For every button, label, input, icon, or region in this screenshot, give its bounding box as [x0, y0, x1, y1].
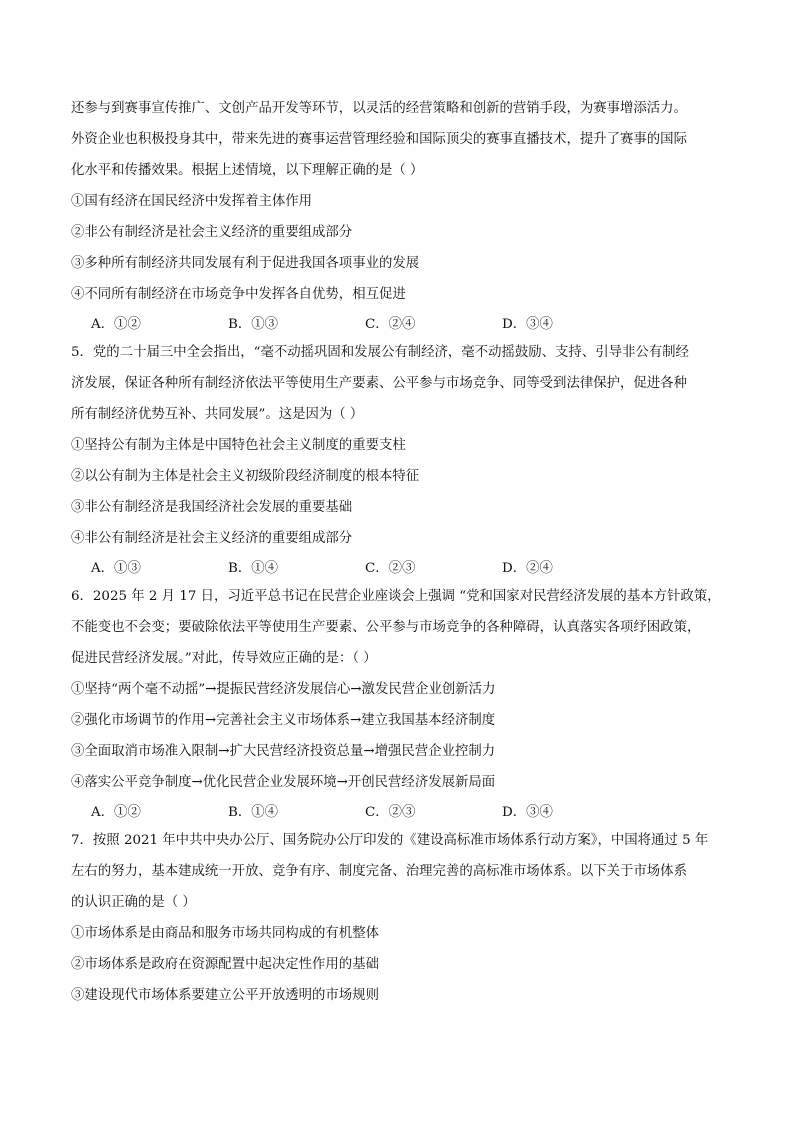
question-6-stem-line-3: 促进民营经济发展。”对此，传导效应正确的是：（ ）: [71, 651, 377, 666]
question-5-stem-line-3: 所有制经济优势互补、共同发展”。这是因为（ ）: [71, 407, 364, 422]
question-4-choice-b: B．①③: [228, 317, 279, 332]
question-4-choices: [71, 314, 723, 335]
question-6-choice-c: C．②③: [365, 805, 416, 820]
question-6-choice-b: B．①④: [228, 805, 279, 820]
question-7-stem-line-3: 的认识正确的是（ ）: [71, 895, 196, 910]
question-7: [71, 830, 723, 1006]
question-4-choice-c: C．②④: [365, 317, 416, 332]
question-5-choice-d: D．②④: [502, 561, 553, 576]
question-4-option-4: ④不同所有制经济在市场竞争中发挥各自优势，相互促进: [71, 287, 406, 302]
question-4-choice-a: A．①②: [91, 317, 141, 332]
question-5-option-2: ②以公有制为主体是社会主义初级阶段经济制度的根本特征: [71, 469, 420, 484]
question-5-option-3: ③非公有制经济是我国经济社会发展的重要基础: [71, 500, 353, 515]
question-5-choice-b: B．①④: [228, 561, 279, 576]
exam-page: [71, 98, 723, 1006]
question-4-stem-line-1: 还参与到赛事宣传推广、文创产品开发等环节，以灵活的经营策略和创新的营销手段，为赛事增添活力。: [71, 101, 687, 116]
question-7-option-1: ①市场体系是由商品和服务市场共同构成的有机整体: [71, 926, 379, 941]
question-6-choices: [71, 802, 723, 823]
question-4-choice-d: D．③④: [502, 317, 553, 332]
question-7-option-3: ③建设现代市场体系要建立公平开放透明的市场规则: [71, 988, 379, 1003]
question-6-choice-a: A．①②: [91, 805, 141, 820]
question-6-option-3: ③全面取消市场准入限制→扩大民营经济投资总量→增强民营企业控制力: [71, 744, 496, 759]
question-6: [71, 586, 723, 823]
question-4-stem-line-2: 外资企业也积极投身其中，带来先进的赛事运营管理经验和国际顶尖的赛事直播技术，提升了赛事的国际: [71, 132, 687, 147]
question-6-option-4: ④落实公平竞争制度→优化民营企业发展环境→开创民营经济发展新局面: [71, 775, 496, 790]
question-4: [71, 98, 723, 335]
question-7-option-2: ②市场体系是政府在资源配置中起决定性作用的基础: [71, 957, 379, 972]
question-6-choice-d: D．③④: [502, 805, 553, 820]
question-5-option-1: ①坚持公有制为主体是中国特色社会主义制度的重要支柱: [71, 438, 406, 453]
question-5-choice-a: A．①③: [91, 561, 141, 576]
question-6-stem-line-1: 6．2025 年 2 月 17 日，习近平总书记在民营企业座谈会上强调 “党和国家对民营经济发展的基本方针政策，: [71, 589, 721, 604]
question-4-stem-line-3: 化水平和传播效果。根据上述情境，以下理解正确的是（ ）: [71, 163, 424, 178]
question-5: [71, 342, 723, 579]
question-4-option-3: ③多种所有制经济共同发展有利于促进我国各项事业的发展: [71, 256, 420, 271]
question-6-option-1: ①坚持“两个毫不动摇”→提振民营经济发展信心→激发民营企业创新活力: [71, 682, 496, 697]
question-5-stem-line-2: 济发展，保证各种所有制经济依法平等使用生产要素、公平参与市场竞争、同等受到法律保护，促进各种: [71, 376, 687, 391]
question-5-choices: [71, 558, 723, 579]
question-6-stem-line-2: 不能变也不会变；要破除依法平等使用生产要素、公平参与市场竞争的各种障碍，认真落实各项纾困政策，: [71, 620, 701, 635]
question-4-option-2: ②非公有制经济是社会主义经济的重要组成部分: [71, 225, 353, 240]
question-5-choice-c: C．②③: [365, 561, 416, 576]
question-4-option-1: ①国有经济在国民经济中发挥着主体作用: [71, 194, 313, 209]
question-5-option-4: ④非公有制经济是社会主义经济的重要组成部分: [71, 531, 353, 546]
question-6-option-2: ②强化市场调节的作用→完善社会主义市场体系→建立我国基本经济制度: [71, 713, 496, 728]
question-7-stem-line-1: 7．按照 2021 年中共中央办公厅、国务院办公厅印发的《建设高标准市场体系行动方案》，中国将通过 5 年: [71, 833, 709, 848]
question-7-stem-line-2: 左右的努力，基本建成统一开放、竞争有序、制度完备、治理完善的高标准市场体系。以下关于市场体系: [71, 864, 687, 879]
question-5-stem-line-1: 5．党的二十届三中全会指出，“毫不动摇巩固和发展公有制经济，毫不动摇鼓励、支持、引导非公有制经: [71, 345, 689, 360]
